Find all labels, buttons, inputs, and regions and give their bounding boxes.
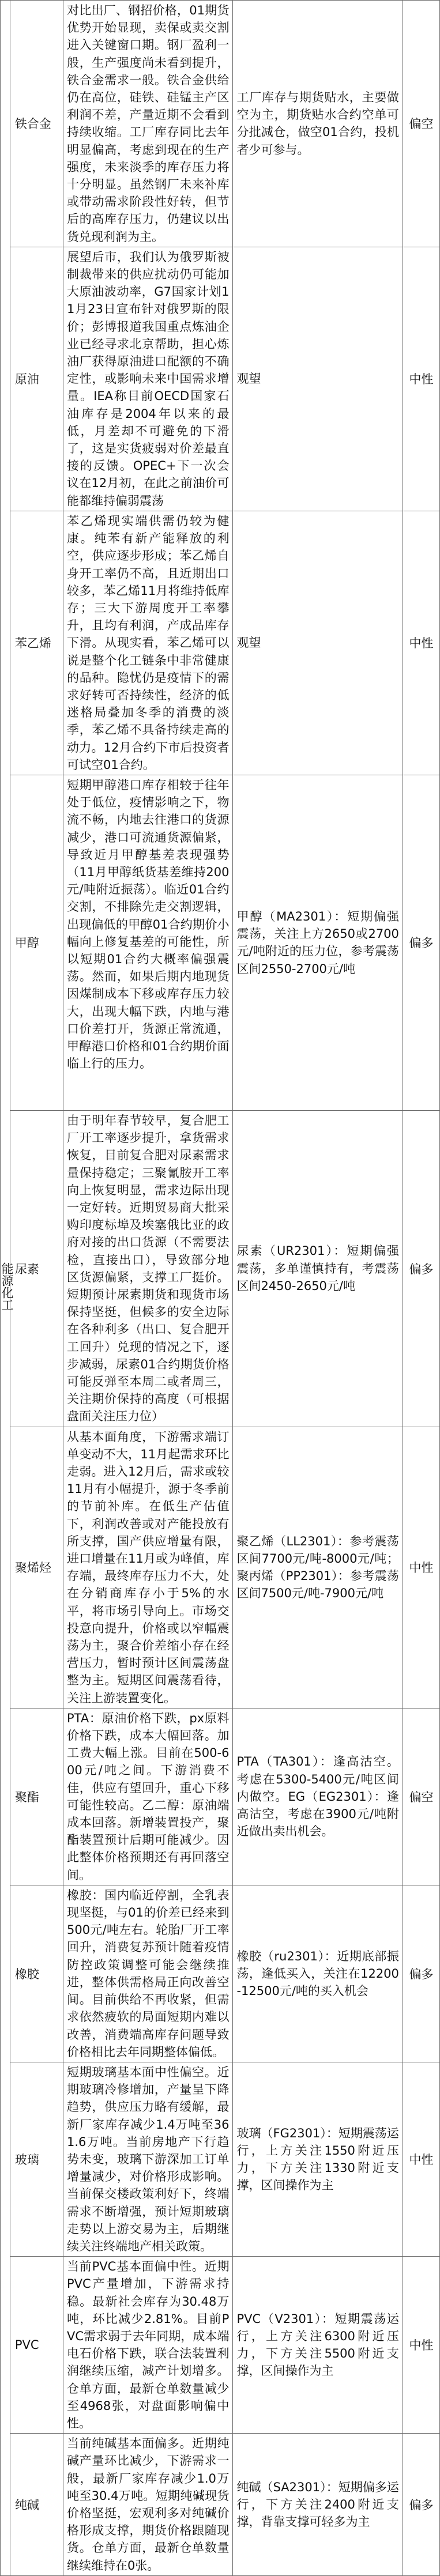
commodity-name: 尿素 <box>10 1110 63 1427</box>
table-row <box>1 1 440 247</box>
fundamental-analysis: 由于明年春节较早，复合肥工厂开工率逐步提升，拿货需求恢复，目前复合肥对尿素需求量保持稳定；三聚氰胺开工率向上恢复明显，需求边际出现一定好转。近期贸易商大批采购印度标埠及埃塞俄比亚的政府对接的出口货源（不需要法检，直接出口），导致部分地区货源偏紧，支撑工厂挺价。短期预计尿素期货和现货市场保持坚挺，但候多的安全边际在各种利多（出口、复合肥开工回升）兑现的情况之下，逐步减弱，尿素01合约期货价格可能反弹至本周二或者周三，关注期价保持的高度（可根据盘面关注压力位） <box>63 1110 233 1427</box>
commodity-name: PVC <box>10 2257 63 2434</box>
market-view: 偏多 <box>403 775 439 1110</box>
commodity-name: 聚酯 <box>10 1708 63 1885</box>
market-view: 偏空 <box>403 1708 439 1885</box>
trading-strategy: 聚乙烯（LL2301）：参考震荡区间7700元/吨-8000元/吨；聚丙烯（PP2301）：参考震荡区间7500元/吨-7900元/吨 <box>233 1427 403 1708</box>
fundamental-analysis: 短期玻璃基本面中性偏空。近期玻璃冷修增加，产量呈下降趋势，供应压力略有缓解，最新厂家库存减少1.4万吨至361.6万吨。当前房地产下行趋势未变，玻璃下游深加工订单增量减少，对价格形成影响。当前保交楼政策利好下，终端需求不断增强，预计短期玻璃走势以上游交易为主，后期继续关注终端地产相关政策。 <box>63 2062 233 2256</box>
market-view: 中性 <box>403 1427 439 1708</box>
trading-strategy: 观望 <box>233 247 403 511</box>
table-row <box>1 775 440 1110</box>
table-row <box>1 1885 440 2062</box>
commodity-name: 原油 <box>10 247 63 511</box>
fundamental-analysis: 苯乙烯现实端供需仍较为健康。纯苯有新产能释放的利空，供应逐步形成；苯乙烯自身开工率仍不高，且近期出口较多，苯乙烯11月将维持低库存；三大下游周度开工率攀升，且均有利润，产成品库存下滑。从现实看，苯乙烯可以说是整个化工链条中非常健康的品种。隐忧仍是疫情下的需求好转可否持续性，经济的低迷格局叠加冬季的消费的淡季，苯乙烯不具备持续走高的动力。12月合约下市后投资者可试空01合约。 <box>63 511 233 775</box>
commodity-name: 纯碱 <box>10 2434 63 2576</box>
trading-strategy: PTA（TA301）：逢高沽空。考虑在5300-5400元/吨区间内做空。EG（EG2301）：逢高沽空，考虑在3900元/吨附近做出卖出机会。 <box>233 1708 403 1885</box>
fundamental-analysis: 短期甲醇港口库存相较于往年处于低位，疫情影响之下，物流不畅，内地去往港口的货源减少，港口可流通货源偏紧，导致近月甲醇基差表现强势（11月甲醇纸货基差维持200元/吨附近振荡）。临近01合约交割，不排除先走交割逻辑，出现偏低的甲醇01合约期价小幅向上修复基差的可能性，所以短期01合约大概率偏强震荡。然而，如果后期内地现货因煤制成本下移或库存压力较大，出现大幅下跌，内地与港口价差打开，货源正常流通，甲醇港口价格和01合约期价面临上行的压力。 <box>63 775 233 1110</box>
commodity-name: 玻璃 <box>10 2062 63 2256</box>
market-view: 偏多 <box>403 1885 439 2062</box>
trading-strategy: PVC（V2301）：短期震荡运行，上方关注6300附近压力，下方关注5500附近支撑，区间操作为主 <box>233 2257 403 2434</box>
table-row <box>1 1427 440 1708</box>
commodity-name: 聚烯烃 <box>10 1427 63 1708</box>
commodity-name: 橡胶 <box>10 1885 63 2062</box>
fundamental-analysis: 当前纯碱基本面偏多。近期纯碱产量环比减少，下游需求一般，最新厂家库存减少1.0万吨至30.4万吨。短期纯碱现货价格坚挺，宏观利多对纯碱价格形成支撑，期货价格跟随现货。仓单方面，最新仓单数量继续维持在0张。 <box>63 2434 233 2576</box>
table-row <box>1 247 440 511</box>
trading-strategy: 工厂库存与期货贴水，主要做空为主，期货贴水合约空单可分批减仓，做空01合约，投机者少可参与。 <box>233 1 403 247</box>
section-label-cell <box>0 1 14 2576</box>
market-view: 偏空 <box>403 1 439 247</box>
fundamental-analysis: 展望后市，我们认为俄罗斯被制裁带来的供应扰动仍可能加大原油波动率，G7国家计划11月23日宣布针对俄罗斯的限价；彭博报道我国重点炼油企业已经寻求北京帮助，担心炼油厂获得原油进口配额的不确定性，或影响未来中国需求增量。IEA称目前OECD国家石油库存是2004年以来的最低，月差却不可避免的下滑了，这是实货疲弱对价差最直接的反馈。OPEC+下一次会议在12月初，在此之前油价可能都维持偏弱震荡 <box>63 247 233 511</box>
fundamental-analysis: 对比出厂、钢招价格，01期货优势开始显现，卖保或卖交割进入关键窗口期。钢厂盈利一般，生产强度尚未看到提升，铁合金需求一般。铁合金供给仍在高位，硅铁、硅锰主产区利润不差，产量近期不会看到持续收缩。工厂库存同比去年明显偏高，考虑到现在的生产强度，未来淡季的库存压力将十分明显。虽然钢厂未来补库或带动需求阶段性好转，但节后的高库存压力，仍建议以出货兑现利润为主。 <box>63 1 233 247</box>
trading-strategy: 观望 <box>233 511 403 775</box>
trading-strategy: 尿素（UR2301）：短期偏强震荡，多单谨慎持有，考震荡区间2450-2650元/吨 <box>233 1110 403 1427</box>
market-view: 偏多 <box>403 1110 439 1427</box>
market-view: 中性 <box>403 2062 439 2256</box>
table-row <box>1 1708 440 1885</box>
fundamental-analysis: 当前PVC基本面偏中性。近期PVC产量增加，下游需求持稳。最新社会库存为30.48万吨，环比减少2.81%。目前PVC需求弱于去年同期，成本端电石价格下跌，联合法装置利润继续压缩，减产计划增多。仓单方面，最新仓单数量减少至4968张，对盘面影响偏中性。 <box>63 2257 233 2434</box>
trading-strategy: 甲醇（MA2301）：短期偏强震荡，关注上方2650或2700元/吨附近的压力位，参考震荡区间2550-2700元/吨 <box>233 775 403 1110</box>
commodity-name: 苯乙烯 <box>10 511 63 775</box>
trading-strategy: 纯碱（SA2301）：短期偏多运行，下方关注2400附近支撑，背靠支撑可轻多为主 <box>233 2434 403 2576</box>
table-row <box>1 2434 440 2576</box>
table-row <box>1 2257 440 2434</box>
commodity-name: 甲醇 <box>10 775 63 1110</box>
table-row <box>1 1110 440 1427</box>
market-view: 中性 <box>403 247 439 511</box>
commodity-name: 铁合金 <box>10 1 63 247</box>
fundamental-analysis: 从基本面角度，下游需求端订单变动不大，11月起需求环比走弱。进入12月后，需求或较11月有小幅提升，源于冬季前的节前补库。在低生产估值下，利润改善或对产能投放有所支撑，国产供应增量有限，进口增量在11月或为峰值，库存端，最终库存压力不大，处在分销商库存小于5%的水平，将市场引导向上。市场交投意向提升，价格或以窄幅震荡为主，聚合价差缩小存在经营压力，暂时预计区间震荡盘整为主。短期区间震荡看待，关注上游装置变化。 <box>63 1427 233 1708</box>
section-label: 能源化工 <box>0 1262 14 1311</box>
market-view: 偏多 <box>403 2434 439 2576</box>
table-row <box>1 511 440 775</box>
fundamental-analysis: 橡胶：国内临近停割，全乳表现坚挺，与01的价差已经来到500元/吨左右。轮胎厂开工率回升，消费复苏预计随着疫情防控政策调整可能会继续推进，整体供需格局正向改善空间。目前供给不再收紧，但需求依然疲软的局面短期内难以改善，消费端高库存问题导致价格相比去年同期整体偏低。 <box>63 1885 233 2062</box>
market-view: 中性 <box>403 2257 439 2434</box>
table-row <box>1 2062 440 2256</box>
trading-strategy: 玻璃（FG2301）：短期震荡运行，上方关注1550附近压力，下方关注1330附近支撑，区间操作为主 <box>233 2062 403 2256</box>
fundamental-analysis: PTA：原油价格下跌，px原料价格下跌，成本大幅回落。加工费大幅上涨。目前在500-600元/吨之间。下游消费不佳，供应有望回升，重心下移可能性较高。乙二醇：原油端成本回落。新增装置投产，聚酯装置预计后期可能减少。因此整体价格预期还有再回落空间。 <box>63 1708 233 1885</box>
market-view: 中性 <box>403 511 439 775</box>
trading-strategy: 橡胶（ru2301）：近期底部振荡，逢低买入，关注在12200-12500元/吨的买入机会 <box>233 1885 403 2062</box>
